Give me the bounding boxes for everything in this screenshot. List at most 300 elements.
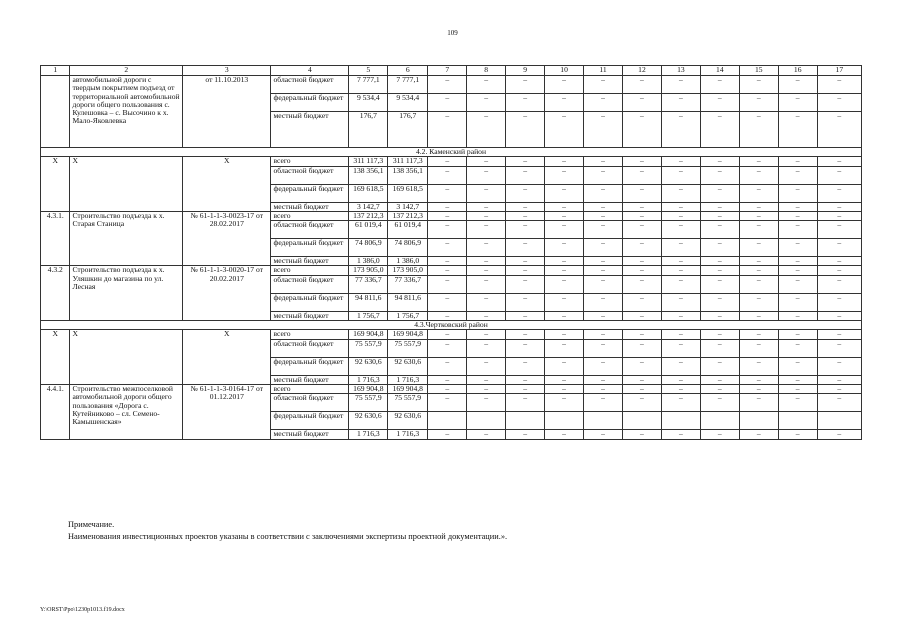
empty-year-cell: – xyxy=(467,184,506,202)
empty-year-cell: – xyxy=(661,76,700,94)
empty-year-cell: – xyxy=(545,266,584,275)
table-row xyxy=(41,384,862,393)
empty-year-cell: – xyxy=(700,266,739,275)
funding-source: федеральный бюджет xyxy=(271,184,349,202)
empty-year-cell: – xyxy=(545,112,584,148)
empty-year-cell: – xyxy=(700,239,739,257)
empty-year-cell: – xyxy=(778,394,817,412)
empty-year-cell: – xyxy=(622,257,661,266)
empty-year-cell: – xyxy=(506,211,545,220)
empty-year-cell: – xyxy=(739,221,778,239)
empty-year-cell: – xyxy=(506,257,545,266)
amount-total: 173 905,0 xyxy=(349,266,388,275)
expertise-doc: от 11.10.2013 xyxy=(183,76,271,148)
empty-year-cell xyxy=(778,412,817,430)
empty-year-cell: – xyxy=(778,112,817,148)
empty-year-cell: – xyxy=(584,275,623,293)
empty-year-cell: – xyxy=(817,221,861,239)
empty-year-cell: – xyxy=(622,394,661,412)
empty-year-cell: – xyxy=(778,430,817,439)
expertise-doc: Х xyxy=(183,157,271,212)
amount-total: 1 756,7 xyxy=(349,311,388,320)
empty-year-cell: – xyxy=(739,375,778,384)
funding-source: всего xyxy=(271,384,349,393)
empty-year-cell: – xyxy=(506,293,545,311)
empty-year-cell: – xyxy=(584,339,623,357)
empty-year-cell: – xyxy=(467,76,506,94)
expertise-doc: № 61-1-1-3-0020-17 от 20.02.2017 xyxy=(183,266,271,321)
empty-year-cell: – xyxy=(622,357,661,375)
page-number: 109 xyxy=(447,29,458,37)
amount-year: 94 811,6 xyxy=(388,293,428,311)
funding-source: местный бюджет xyxy=(271,311,349,320)
empty-year-cell: – xyxy=(545,384,584,393)
empty-year-cell xyxy=(817,412,861,430)
empty-year-cell: – xyxy=(661,430,700,439)
empty-year-cell: – xyxy=(739,157,778,166)
empty-year-cell: – xyxy=(467,211,506,220)
empty-year-cell: – xyxy=(545,166,584,184)
empty-year-cell: – xyxy=(622,384,661,393)
empty-year-cell: – xyxy=(661,94,700,112)
empty-year-cell: – xyxy=(428,275,467,293)
empty-year-cell: – xyxy=(622,166,661,184)
empty-year-cell: – xyxy=(778,166,817,184)
empty-year-cell: – xyxy=(661,375,700,384)
empty-year-cell xyxy=(661,412,700,430)
empty-year-cell: – xyxy=(817,384,861,393)
empty-year-cell: – xyxy=(622,202,661,211)
empty-year-cell: – xyxy=(584,330,623,339)
empty-year-cell: – xyxy=(428,76,467,94)
amount-year: 77 336,7 xyxy=(388,275,428,293)
empty-year-cell: – xyxy=(467,339,506,357)
empty-year-cell: – xyxy=(467,330,506,339)
empty-year-cell: – xyxy=(700,339,739,357)
amount-year: 75 557,9 xyxy=(388,394,428,412)
empty-year-cell: – xyxy=(506,112,545,148)
funding-source: федеральный бюджет xyxy=(271,357,349,375)
empty-year-cell: – xyxy=(700,211,739,220)
empty-year-cell: – xyxy=(661,157,700,166)
funding-source: областной бюджет xyxy=(271,221,349,239)
empty-year-cell: – xyxy=(778,202,817,211)
empty-year-cell: – xyxy=(545,330,584,339)
empty-year-cell: – xyxy=(428,112,467,148)
amount-total: 75 557,9 xyxy=(349,394,388,412)
empty-year-cell: – xyxy=(622,184,661,202)
amount-year: 173 905,0 xyxy=(388,266,428,275)
empty-year-cell: – xyxy=(778,311,817,320)
empty-year-cell: – xyxy=(778,211,817,220)
empty-year-cell: – xyxy=(467,257,506,266)
empty-year-cell: – xyxy=(622,112,661,148)
empty-year-cell: – xyxy=(739,293,778,311)
empty-year-cell: – xyxy=(700,311,739,320)
empty-year-cell: – xyxy=(584,202,623,211)
empty-year-cell: – xyxy=(700,384,739,393)
empty-year-cell: – xyxy=(700,157,739,166)
empty-year-cell: – xyxy=(506,330,545,339)
empty-year-cell: – xyxy=(778,266,817,275)
empty-year-cell: – xyxy=(778,339,817,357)
empty-year-cell: – xyxy=(778,384,817,393)
amount-year: 1 386,0 xyxy=(388,257,428,266)
column-number-cell: 12 xyxy=(622,66,661,76)
empty-year-cell: – xyxy=(428,357,467,375)
empty-year-cell: – xyxy=(778,257,817,266)
empty-year-cell: – xyxy=(428,339,467,357)
empty-year-cell: – xyxy=(467,157,506,166)
empty-year-cell: – xyxy=(467,311,506,320)
empty-year-cell: – xyxy=(428,94,467,112)
amount-year: 3 142,7 xyxy=(388,202,428,211)
amount-total: 61 019,4 xyxy=(349,221,388,239)
funding-source: местный бюджет xyxy=(271,112,349,148)
empty-year-cell: – xyxy=(428,184,467,202)
column-number-cell: 11 xyxy=(584,66,623,76)
empty-year-cell: – xyxy=(622,76,661,94)
column-number-cell: 3 xyxy=(183,66,271,76)
empty-year-cell: – xyxy=(661,202,700,211)
empty-year-cell: – xyxy=(467,375,506,384)
empty-year-cell: – xyxy=(584,430,623,439)
empty-year-cell: – xyxy=(739,166,778,184)
column-number-cell: 8 xyxy=(467,66,506,76)
empty-year-cell: – xyxy=(622,293,661,311)
empty-year-cell xyxy=(506,412,545,430)
amount-total: 169 618,5 xyxy=(349,184,388,202)
empty-year-cell: – xyxy=(428,211,467,220)
empty-year-cell: – xyxy=(428,394,467,412)
empty-year-cell: – xyxy=(700,394,739,412)
empty-year-cell: – xyxy=(545,184,584,202)
empty-year-cell: – xyxy=(584,76,623,94)
empty-year-cell: – xyxy=(661,211,700,220)
amount-total: 1 386,0 xyxy=(349,257,388,266)
empty-year-cell: – xyxy=(428,166,467,184)
amount-total: 7 777,1 xyxy=(349,76,388,94)
empty-year-cell: – xyxy=(661,221,700,239)
project-name: Х xyxy=(70,330,183,385)
amount-year: 176,7 xyxy=(388,112,428,148)
empty-year-cell: – xyxy=(817,357,861,375)
amount-total: 3 142,7 xyxy=(349,202,388,211)
empty-year-cell xyxy=(622,412,661,430)
empty-year-cell: – xyxy=(622,94,661,112)
funding-source: всего xyxy=(271,211,349,220)
empty-year-cell: – xyxy=(700,112,739,148)
empty-year-cell: – xyxy=(467,94,506,112)
column-number-cell: 15 xyxy=(739,66,778,76)
empty-year-cell: – xyxy=(428,157,467,166)
empty-year-cell: – xyxy=(700,293,739,311)
funding-source: всего xyxy=(271,330,349,339)
note-title: Примечание. xyxy=(68,520,115,529)
empty-year-cell: – xyxy=(545,257,584,266)
funding-source: федеральный бюджет xyxy=(271,412,349,430)
empty-year-cell: – xyxy=(817,257,861,266)
project-number: Х xyxy=(41,330,70,385)
project-name: Х xyxy=(70,157,183,212)
amount-total: 92 630,6 xyxy=(349,357,388,375)
section-title: 4.3.Чертковский район xyxy=(41,321,862,330)
empty-year-cell: – xyxy=(622,311,661,320)
empty-year-cell: – xyxy=(661,339,700,357)
empty-year-cell xyxy=(545,412,584,430)
funding-source: областной бюджет xyxy=(271,275,349,293)
empty-year-cell: – xyxy=(817,266,861,275)
project-number xyxy=(41,76,70,148)
empty-year-cell: – xyxy=(584,221,623,239)
empty-year-cell: – xyxy=(739,311,778,320)
table-row xyxy=(41,266,862,275)
empty-year-cell: – xyxy=(661,275,700,293)
empty-year-cell: – xyxy=(739,266,778,275)
empty-year-cell: – xyxy=(778,76,817,94)
empty-year-cell: – xyxy=(661,257,700,266)
amount-total: 137 212,3 xyxy=(349,211,388,220)
note-text: Наименования инвестиционных проектов указаны в соответствии с заключениями экспертизы проектной документации.». xyxy=(68,532,508,541)
table-row xyxy=(41,330,862,339)
empty-year-cell: – xyxy=(817,239,861,257)
expertise-doc: Х xyxy=(183,330,271,385)
empty-year-cell: – xyxy=(817,184,861,202)
amount-year: 169 904,8 xyxy=(388,330,428,339)
empty-year-cell: – xyxy=(506,266,545,275)
amount-year: 61 019,4 xyxy=(388,221,428,239)
empty-year-cell: – xyxy=(622,266,661,275)
empty-year-cell: – xyxy=(817,430,861,439)
empty-year-cell: – xyxy=(545,394,584,412)
empty-year-cell: – xyxy=(428,221,467,239)
empty-year-cell: – xyxy=(545,430,584,439)
funding-source: всего xyxy=(271,266,349,275)
table-row xyxy=(41,76,862,94)
empty-year-cell: – xyxy=(817,311,861,320)
empty-year-cell: – xyxy=(428,311,467,320)
empty-year-cell: – xyxy=(467,239,506,257)
column-number-cell: 5 xyxy=(349,66,388,76)
amount-total: 1 716,3 xyxy=(349,375,388,384)
project-number: Х xyxy=(41,157,70,212)
empty-year-cell: – xyxy=(700,375,739,384)
amount-total: 92 630,6 xyxy=(349,412,388,430)
empty-year-cell: – xyxy=(739,94,778,112)
file-path-footer: Y:\ORST\Ppo\1230p1013.f19.docx xyxy=(40,607,125,613)
empty-year-cell: – xyxy=(739,394,778,412)
empty-year-cell: – xyxy=(739,184,778,202)
empty-year-cell: – xyxy=(817,166,861,184)
empty-year-cell: – xyxy=(817,330,861,339)
funding-source: областной бюджет xyxy=(271,76,349,94)
empty-year-cell: – xyxy=(739,330,778,339)
empty-year-cell: – xyxy=(506,166,545,184)
empty-year-cell: – xyxy=(739,339,778,357)
empty-year-cell: – xyxy=(467,275,506,293)
empty-year-cell: – xyxy=(778,184,817,202)
empty-year-cell: – xyxy=(428,239,467,257)
amount-year: 138 356,1 xyxy=(388,166,428,184)
empty-year-cell: – xyxy=(467,430,506,439)
empty-year-cell xyxy=(467,412,506,430)
empty-year-cell: – xyxy=(817,375,861,384)
section-row xyxy=(41,148,862,157)
funding-source: федеральный бюджет xyxy=(271,239,349,257)
budget-table xyxy=(40,65,862,440)
amount-total: 138 356,1 xyxy=(349,166,388,184)
project-name: автомобильной дороги с твердым покрытием подъезд от территориальной автомобильной дороги общего пользования с. Кулешовка – с. Высочино к х. Мало-Яковлевка xyxy=(70,76,183,148)
column-number-cell: 9 xyxy=(506,66,545,76)
empty-year-cell: – xyxy=(584,394,623,412)
empty-year-cell: – xyxy=(622,339,661,357)
empty-year-cell: – xyxy=(506,339,545,357)
empty-year-cell: – xyxy=(584,166,623,184)
empty-year-cell xyxy=(428,412,467,430)
empty-year-cell xyxy=(584,412,623,430)
empty-year-cell: – xyxy=(467,293,506,311)
empty-year-cell: – xyxy=(584,384,623,393)
empty-year-cell: – xyxy=(817,157,861,166)
amount-total: 176,7 xyxy=(349,112,388,148)
empty-year-cell: – xyxy=(739,357,778,375)
empty-year-cell: – xyxy=(506,221,545,239)
empty-year-cell: – xyxy=(661,357,700,375)
empty-year-cell: – xyxy=(622,330,661,339)
amount-year: 169 618,5 xyxy=(388,184,428,202)
amount-total: 74 806,9 xyxy=(349,239,388,257)
column-number-cell: 1 xyxy=(41,66,70,76)
column-number-cell: 7 xyxy=(428,66,467,76)
empty-year-cell: – xyxy=(622,275,661,293)
empty-year-cell: – xyxy=(584,239,623,257)
empty-year-cell: – xyxy=(584,94,623,112)
empty-year-cell: – xyxy=(700,184,739,202)
section-row xyxy=(41,321,862,330)
empty-year-cell: – xyxy=(545,339,584,357)
empty-year-cell: – xyxy=(428,384,467,393)
empty-year-cell: – xyxy=(506,184,545,202)
amount-year: 92 630,6 xyxy=(388,357,428,375)
empty-year-cell xyxy=(700,412,739,430)
column-number-cell: 6 xyxy=(388,66,428,76)
empty-year-cell: – xyxy=(506,76,545,94)
amount-total: 94 811,6 xyxy=(349,293,388,311)
empty-year-cell: – xyxy=(817,202,861,211)
empty-year-cell: – xyxy=(467,221,506,239)
funding-source: всего xyxy=(271,157,349,166)
funding-source: местный бюджет xyxy=(271,430,349,439)
amount-year: 74 806,9 xyxy=(388,239,428,257)
amount-year: 9 534,4 xyxy=(388,94,428,112)
empty-year-cell: – xyxy=(778,293,817,311)
empty-year-cell: – xyxy=(739,76,778,94)
empty-year-cell: – xyxy=(506,239,545,257)
column-number-cell: 17 xyxy=(817,66,861,76)
note xyxy=(68,519,507,543)
empty-year-cell: – xyxy=(700,357,739,375)
empty-year-cell: – xyxy=(661,384,700,393)
empty-year-cell: – xyxy=(739,202,778,211)
empty-year-cell: – xyxy=(428,266,467,275)
funding-source: областной бюджет xyxy=(271,339,349,357)
empty-year-cell: – xyxy=(506,157,545,166)
empty-year-cell: – xyxy=(467,112,506,148)
empty-year-cell: – xyxy=(622,375,661,384)
empty-year-cell: – xyxy=(622,430,661,439)
empty-year-cell: – xyxy=(467,266,506,275)
empty-year-cell: – xyxy=(506,202,545,211)
column-number-row xyxy=(41,66,862,76)
funding-source: федеральный бюджет xyxy=(271,293,349,311)
project-name: Строительство межпоселковой автомобильной дороги общего пользования «Дорога с. Кутейниково – сл. Семено-Камышенская» xyxy=(70,384,183,439)
empty-year-cell: – xyxy=(739,239,778,257)
empty-year-cell: – xyxy=(661,330,700,339)
empty-year-cell: – xyxy=(622,211,661,220)
empty-year-cell: – xyxy=(778,357,817,375)
amount-year: 311 117,3 xyxy=(388,157,428,166)
amount-total: 75 557,9 xyxy=(349,339,388,357)
empty-year-cell: – xyxy=(428,293,467,311)
empty-year-cell: – xyxy=(467,384,506,393)
empty-year-cell: – xyxy=(817,112,861,148)
expertise-doc: № 61-1-1-3-0164-17 от 01.12.2017 xyxy=(183,384,271,439)
empty-year-cell: – xyxy=(661,184,700,202)
empty-year-cell: – xyxy=(584,357,623,375)
column-number-cell: 13 xyxy=(661,66,700,76)
column-number-cell: 14 xyxy=(700,66,739,76)
empty-year-cell: – xyxy=(584,266,623,275)
empty-year-cell: – xyxy=(778,94,817,112)
empty-year-cell: – xyxy=(661,239,700,257)
funding-source: областной бюджет xyxy=(271,394,349,412)
empty-year-cell: – xyxy=(700,330,739,339)
funding-source: федеральный бюджет xyxy=(271,94,349,112)
project-name: Строительство подъезда к х. Старая Станица xyxy=(70,211,183,266)
project-number: 4.3.1. xyxy=(41,211,70,266)
empty-year-cell: – xyxy=(622,239,661,257)
empty-year-cell: – xyxy=(817,94,861,112)
column-number-cell: 10 xyxy=(545,66,584,76)
empty-year-cell: – xyxy=(545,94,584,112)
empty-year-cell: – xyxy=(778,375,817,384)
empty-year-cell: – xyxy=(506,311,545,320)
amount-year: 92 630,6 xyxy=(388,412,428,430)
empty-year-cell: – xyxy=(778,239,817,257)
empty-year-cell: – xyxy=(817,394,861,412)
empty-year-cell: – xyxy=(506,357,545,375)
empty-year-cell: – xyxy=(506,94,545,112)
amount-year: 75 557,9 xyxy=(388,339,428,357)
empty-year-cell: – xyxy=(661,394,700,412)
empty-year-cell: – xyxy=(584,293,623,311)
funding-source: местный бюджет xyxy=(271,202,349,211)
amount-year: 137 212,3 xyxy=(388,211,428,220)
funding-source: местный бюджет xyxy=(271,257,349,266)
empty-year-cell: – xyxy=(700,166,739,184)
amount-year: 1 756,7 xyxy=(388,311,428,320)
amount-year: 7 777,1 xyxy=(388,76,428,94)
empty-year-cell: – xyxy=(545,76,584,94)
empty-year-cell: – xyxy=(584,375,623,384)
empty-year-cell: – xyxy=(778,157,817,166)
empty-year-cell: – xyxy=(467,202,506,211)
empty-year-cell: – xyxy=(700,76,739,94)
expertise-doc: № 61-1-1-3-0023-17 от 28.02.2017 xyxy=(183,211,271,266)
empty-year-cell: – xyxy=(428,330,467,339)
empty-year-cell: – xyxy=(700,94,739,112)
amount-total: 311 117,3 xyxy=(349,157,388,166)
